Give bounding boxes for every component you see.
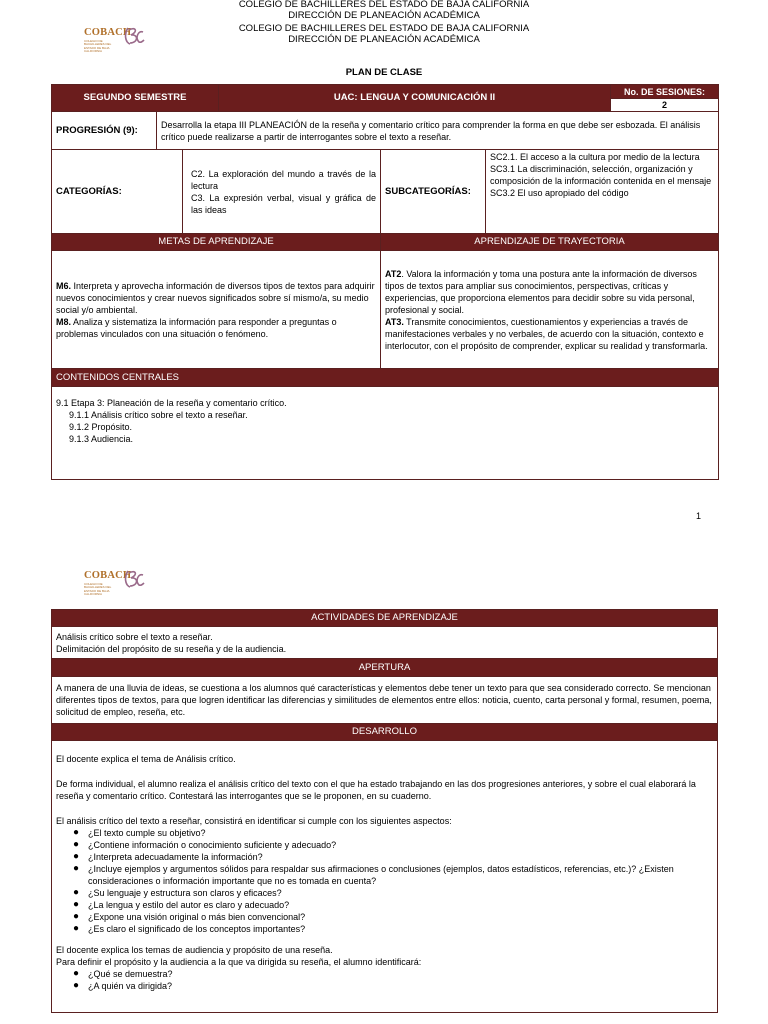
- trayectoria-item: AT3. Transmite conocimientos, cuestionamientos y experiencias a través de manifestaciones verbales y no verbales, de acuerdo con la situación, contexto e interlocutor, con el propósito de comprender, explicar su realidad y transformarla.: [385, 316, 708, 351]
- categories-list: [183, 150, 381, 234]
- actividad-item: Delimitación del propósito de su reseña y de la audiencia.: [56, 643, 287, 654]
- desarrollo-content: [52, 741, 718, 1013]
- list-item: ● ¿Contiene información o conocimiento suficiente y adecuado?: [73, 839, 713, 851]
- uac-cell: UAC: LENGUA Y COMUNICACIÓN II: [219, 85, 611, 112]
- apertura-header: APERTURA: [52, 659, 718, 677]
- subcategories-label: SUBCATEGORÍAS:: [381, 150, 486, 234]
- metas-content: [52, 251, 381, 369]
- contenidos-header: CONTENIDOS CENTRALES: [52, 369, 719, 387]
- actividades-content: [52, 627, 718, 659]
- meta-item: M6. Interpreta y aprovecha información de diversos tipos de textos para adquirir nuevos conocimientos y crear nuevos significados sobre sí mismo/a, su medio social y/o ambiental.: [56, 280, 375, 315]
- list-item: ● ¿Su lenguaje y estructura son claros y eficaces?: [73, 887, 713, 899]
- plan-table: [51, 84, 719, 480]
- actividades-header: ACTIVIDADES DE APRENDIZAJE: [52, 610, 718, 627]
- list-item: ● ¿Es claro el significado de los conceptos importantes?: [73, 923, 713, 935]
- subcategory-item: SC2.1. El acceso a la cultura por medio de la lectura: [490, 152, 700, 162]
- header-line-2: DIRECCIÓN DE PLANEACIÓN ACADÉMICA: [288, 33, 480, 45]
- semester-cell: SEGUNDO SEMESTRE: [52, 85, 219, 112]
- subcategories-list: [486, 150, 719, 234]
- categories-label: CATEGORÍAS:: [52, 150, 183, 234]
- progression-text: Desarrolla la etapa III PLANEACIÓN de la reseña y comentario crítico para comprender la forma en que debe ser esbozada. El análisis crítico puede realizarse a partir de interrogantes sobre el texto a reseñar.: [157, 112, 719, 150]
- contenidos-content: [52, 387, 719, 480]
- trayectoria-content: [381, 251, 719, 369]
- aspects-list: [56, 827, 713, 935]
- contenido-item: 9.1 Etapa 3: Planeación de la reseña y comentario crítico.: [56, 398, 287, 408]
- header-line-1: COLEGIO DE BACHILLERES DEL ESTADO DE BAJA CALIFORNIA: [238, 23, 530, 34]
- logo-subtitle: COLEGIO DE BACHILLERES DEL ESTADO DE BAJA CALIFORNIA: [84, 39, 112, 54]
- subcategory-item: SC3.2 El uso apropiado del código: [490, 188, 629, 198]
- desarrollo-paragraph: De forma individual, el alumno realiza el análisis crítico del texto con el que ha estado trabajando en las dos progresiones anteriores, y sobre el cual elaborará la reseña y comentario crítico. Contestará las interrogantes que se le proponen, en su cuaderno.: [56, 779, 696, 801]
- meta-item: M8. Analiza y sistematiza la información para responder a preguntas o problemas vinculados con una situación o fenómeno.: [56, 316, 337, 339]
- logo-word: COBACH: [84, 570, 132, 581]
- subcategory-item: SC3.1 La discriminación, selección, organización y composición de la información contenida en el mensaje: [490, 164, 712, 186]
- page-title: PLAN DE CLASE: [345, 67, 423, 78]
- logo-subtitle: COLEGIO DE BACHILLERES DEL ESTADO DE BAJA CALIFORNIA: [84, 582, 112, 597]
- header-line-2: DIRECCIÓN DE PLANEACIÓN ACADÉMICA: [288, 9, 480, 21]
- document-header: [0, 24, 768, 45]
- header-line-1: COLEGIO DE BACHILLERES DEL ESTADO DE BAJA CALIFORNIA: [238, 0, 530, 10]
- list-item: ● ¿La lengua y estilo del autor es claro y adecuado?: [73, 899, 713, 911]
- category-item: C3. La expresión verbal, visual y gráfica de las ideas: [191, 192, 376, 215]
- progression-label: PROGRESIÓN (9):: [52, 112, 157, 150]
- list-item: ● ¿A quién va dirigida?: [73, 980, 713, 992]
- activities-table: [51, 609, 718, 1013]
- list-item: ● ¿Incluye ejemplos y argumentos sólidos para respaldar sus afirmaciones o conclusiones (ejemplos, datos estadísticos, referencias, etc.)? ¿Existen consideraciones o información importante que no es tomada en cuenta?: [73, 863, 713, 887]
- contenido-item: 9.1.2 Propósito.: [69, 422, 133, 432]
- list-item: ● ¿Interpreta adecuadamente la información?: [73, 851, 713, 863]
- sessions-value: 2: [611, 99, 719, 112]
- desarrollo-paragraph: Para definir el propósito y la audiencia a la que va dirigida su reseña, el alumno identificará:: [56, 957, 422, 967]
- sessions-label: No. DE SESIONES:: [611, 85, 719, 99]
- purpose-list: [56, 968, 713, 992]
- cobach-logo: [84, 567, 152, 597]
- bc-monogram-icon: [122, 567, 146, 591]
- desarrollo-header: DESARROLLO: [52, 724, 718, 741]
- trayectoria-item: AT2. Valora la información y toma una postura ante la información de diversos tipos de textos para ampliar sus conocimientos, perspectivas, críticas y experiencias, que proporciona elementos para decidir sobre su vida personal, profesional y social.: [385, 268, 697, 315]
- desarrollo-paragraph: El docente explica los temas de audiencia y propósito de una reseña.: [56, 945, 333, 955]
- apertura-text: A manera de una lluvia de ideas, se cuestiona a los alumnos qué características y elementos debe tener un texto para que sea considerado correcto. Se mencionan diferentes tipos de textos, para que logren identificar las diferencias y similitudes de elementos entre ellos: noticia, cuento, carta personal y formal, resumen, poema, solicitud de empleo, reseña, etc.: [52, 677, 718, 724]
- document-header-page-2: [0, 0, 768, 21]
- contenido-item: 9.1.3 Audiencia.: [69, 434, 134, 444]
- list-item: ● ¿Expone una visión original o más bien convencional?: [73, 911, 713, 923]
- category-item: C2. La exploración del mundo a través de la lectura: [191, 168, 376, 191]
- list-item: ● ¿Qué se demuestra?: [73, 968, 713, 980]
- logo-word: COBACH: [84, 27, 132, 38]
- metas-header: METAS DE APRENDIZAJE: [52, 234, 381, 251]
- desarrollo-paragraph: El análisis crítico del texto a reseñar, consistirá en identificar si cumple con los siguientes aspectos:: [56, 816, 452, 826]
- desarrollo-paragraph: El docente explica el tema de Análisis crítico.: [56, 754, 236, 764]
- contenido-item: 9.1.1 Análisis crítico sobre el texto a reseñar.: [69, 410, 248, 420]
- page-number: 1: [696, 511, 702, 521]
- list-item: ● ¿El texto cumple su objetivo?: [73, 827, 713, 839]
- trayectoria-header: APRENDIZAJE DE TRAYECTORIA: [381, 234, 719, 251]
- actividad-item: Análisis crítico sobre el texto a reseñar.: [56, 631, 213, 642]
